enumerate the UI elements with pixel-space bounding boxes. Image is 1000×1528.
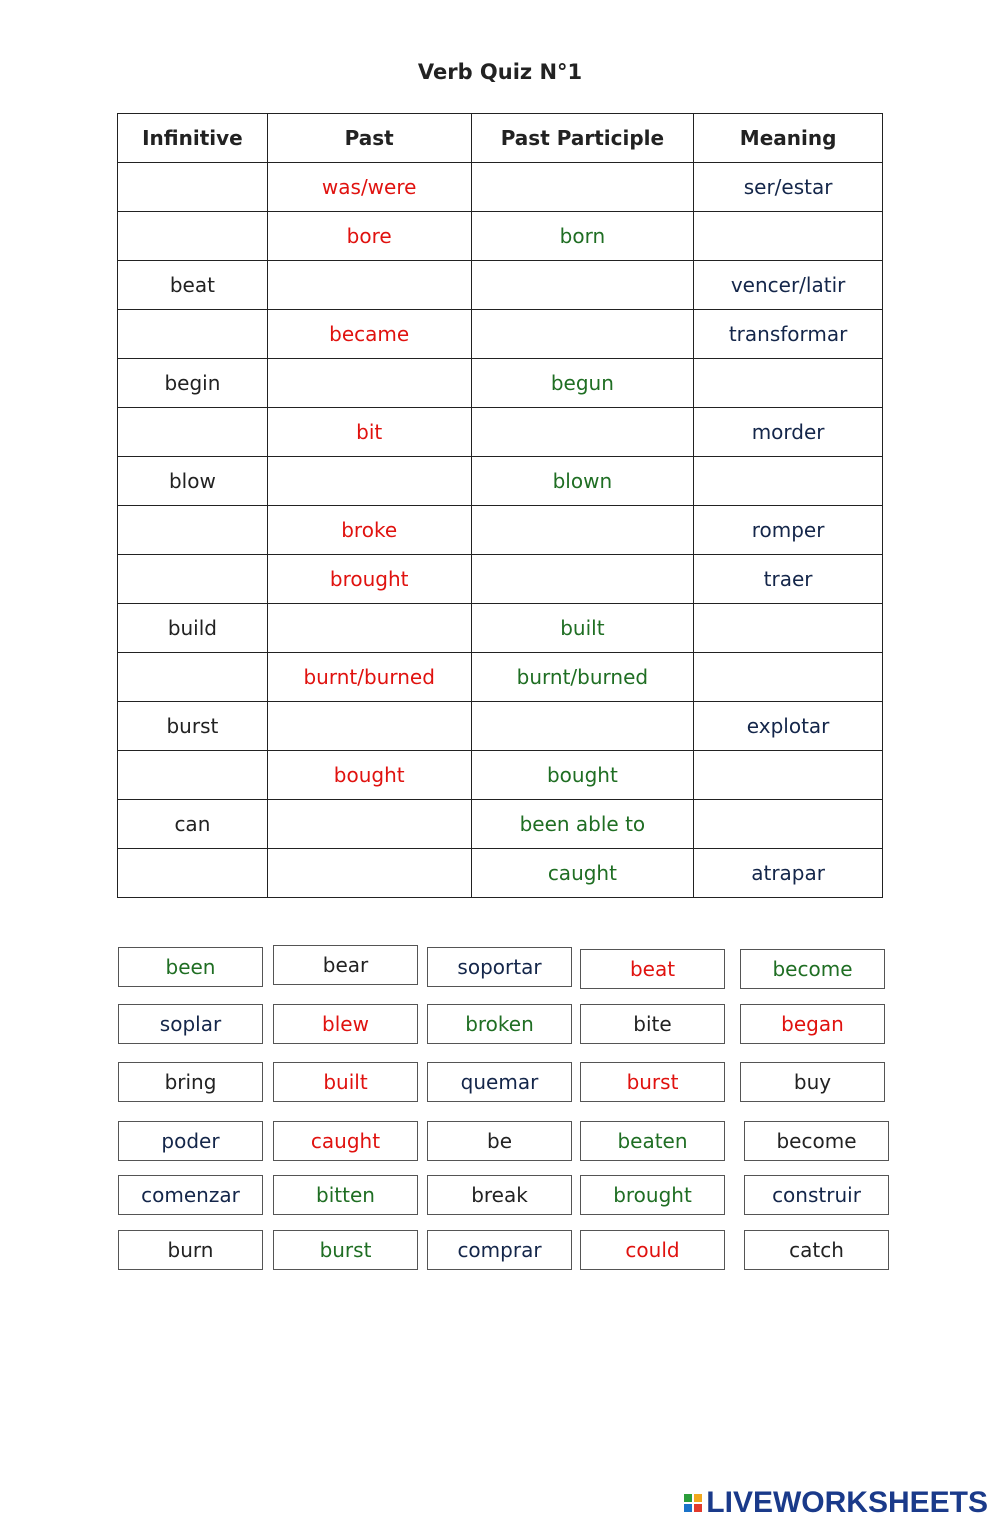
word-chip[interactable]: caught [273,1121,418,1161]
cell-meaning[interactable] [694,359,883,408]
cell-past[interactable] [267,604,471,653]
word-chip[interactable]: become [740,949,885,989]
cell-meaning: romper [694,506,883,555]
table-row [118,212,883,261]
cell-meaning: ser/estar [694,163,883,212]
cell-meaning[interactable] [694,457,883,506]
cell-meaning[interactable] [694,212,883,261]
cell-meaning: vencer/latir [694,261,883,310]
cell-past[interactable] [267,849,471,898]
word-chip[interactable]: comprar [427,1230,572,1270]
word-chip[interactable]: bear [273,945,418,985]
table-row [118,359,883,408]
cell-infinitive: can [118,800,268,849]
table-row [118,408,883,457]
word-chip[interactable]: poder [118,1121,263,1161]
word-chip[interactable]: blew [273,1004,418,1044]
verb-table [117,113,883,898]
word-chip[interactable]: beat [580,949,725,989]
header-past: Past [267,114,471,163]
word-chip[interactable]: bitten [273,1175,418,1215]
word-chip[interactable]: built [273,1062,418,1102]
cell-past-participle: caught [471,849,694,898]
table-row [118,653,883,702]
cell-infinitive[interactable] [118,555,268,604]
word-chip[interactable]: bring [118,1062,263,1102]
word-chip[interactable]: brought [580,1175,725,1215]
table-row [118,702,883,751]
cell-past[interactable] [267,359,471,408]
header-past-participle: Past Participle [471,114,694,163]
table-row [118,261,883,310]
table-row [118,457,883,506]
liveworksheets-logo-icon [684,1494,702,1512]
cell-past[interactable] [267,702,471,751]
table-row [118,604,883,653]
cell-past: was/were [267,163,471,212]
cell-infinitive[interactable] [118,310,268,359]
word-chip[interactable]: be [427,1121,572,1161]
table-row [118,849,883,898]
cell-past-participle: born [471,212,694,261]
cell-infinitive[interactable] [118,506,268,555]
cell-past[interactable] [267,457,471,506]
word-chip[interactable]: burn [118,1230,263,1270]
cell-infinitive[interactable] [118,163,268,212]
cell-infinitive[interactable] [118,849,268,898]
cell-infinitive: beat [118,261,268,310]
word-chip[interactable]: burst [273,1230,418,1270]
cell-meaning: transformar [694,310,883,359]
word-chip[interactable]: break [427,1175,572,1215]
cell-past-participle[interactable] [471,702,694,751]
cell-past-participle[interactable] [471,310,694,359]
word-chip[interactable]: bite [580,1004,725,1044]
liveworksheets-logo [684,1486,988,1520]
word-chip[interactable]: become [744,1121,889,1161]
cell-meaning[interactable] [694,751,883,800]
cell-meaning: traer [694,555,883,604]
cell-past: bought [267,751,471,800]
cell-past-participle[interactable] [471,408,694,457]
cell-infinitive[interactable] [118,212,268,261]
cell-infinitive: build [118,604,268,653]
cell-past[interactable] [267,800,471,849]
cell-past-participle: been able to [471,800,694,849]
cell-past[interactable] [267,261,471,310]
cell-meaning: morder [694,408,883,457]
word-chip[interactable]: construir [744,1175,889,1215]
word-chip[interactable]: soplar [118,1004,263,1044]
table-row [118,506,883,555]
cell-past: burnt/burned [267,653,471,702]
header-meaning: Meaning [694,114,883,163]
cell-past-participle: blown [471,457,694,506]
cell-past: brought [267,555,471,604]
word-chip[interactable]: began [740,1004,885,1044]
cell-past-participle[interactable] [471,163,694,212]
cell-past: bore [267,212,471,261]
cell-meaning[interactable] [694,800,883,849]
table-row [118,310,883,359]
header-infinitive: Infinitive [118,114,268,163]
cell-past-participle[interactable] [471,261,694,310]
cell-meaning[interactable] [694,604,883,653]
word-chip[interactable]: could [580,1230,725,1270]
table-row [118,751,883,800]
table-row [118,163,883,212]
word-chip[interactable]: beaten [580,1121,725,1161]
word-chip[interactable]: comenzar [118,1175,263,1215]
word-chip[interactable]: been [118,947,263,987]
cell-past-participle[interactable] [471,506,694,555]
cell-infinitive[interactable] [118,751,268,800]
cell-infinitive[interactable] [118,408,268,457]
cell-past: bit [267,408,471,457]
table-row [118,555,883,604]
cell-past: broke [267,506,471,555]
word-chip[interactable]: catch [744,1230,889,1270]
cell-infinitive: burst [118,702,268,751]
cell-meaning[interactable] [694,653,883,702]
cell-past-participle[interactable] [471,555,694,604]
cell-infinitive: begin [118,359,268,408]
cell-meaning: explotar [694,702,883,751]
cell-past: became [267,310,471,359]
word-chip[interactable]: quemar [427,1062,572,1102]
logo-text: LIVEWORKSHEETS [706,1486,988,1519]
word-chip[interactable]: broken [427,1004,572,1044]
word-chip[interactable]: burst [580,1062,725,1102]
page-title: Verb Quiz N°1 [417,60,583,84]
word-chip[interactable]: buy [740,1062,885,1102]
cell-past-participle: burnt/burned [471,653,694,702]
cell-infinitive: blow [118,457,268,506]
cell-infinitive[interactable] [118,653,268,702]
table-header-row [118,114,883,163]
cell-past-participle: bought [471,751,694,800]
table-row [118,800,883,849]
word-chip[interactable]: soportar [427,947,572,987]
cell-past-participle: begun [471,359,694,408]
cell-meaning: atrapar [694,849,883,898]
cell-past-participle: built [471,604,694,653]
